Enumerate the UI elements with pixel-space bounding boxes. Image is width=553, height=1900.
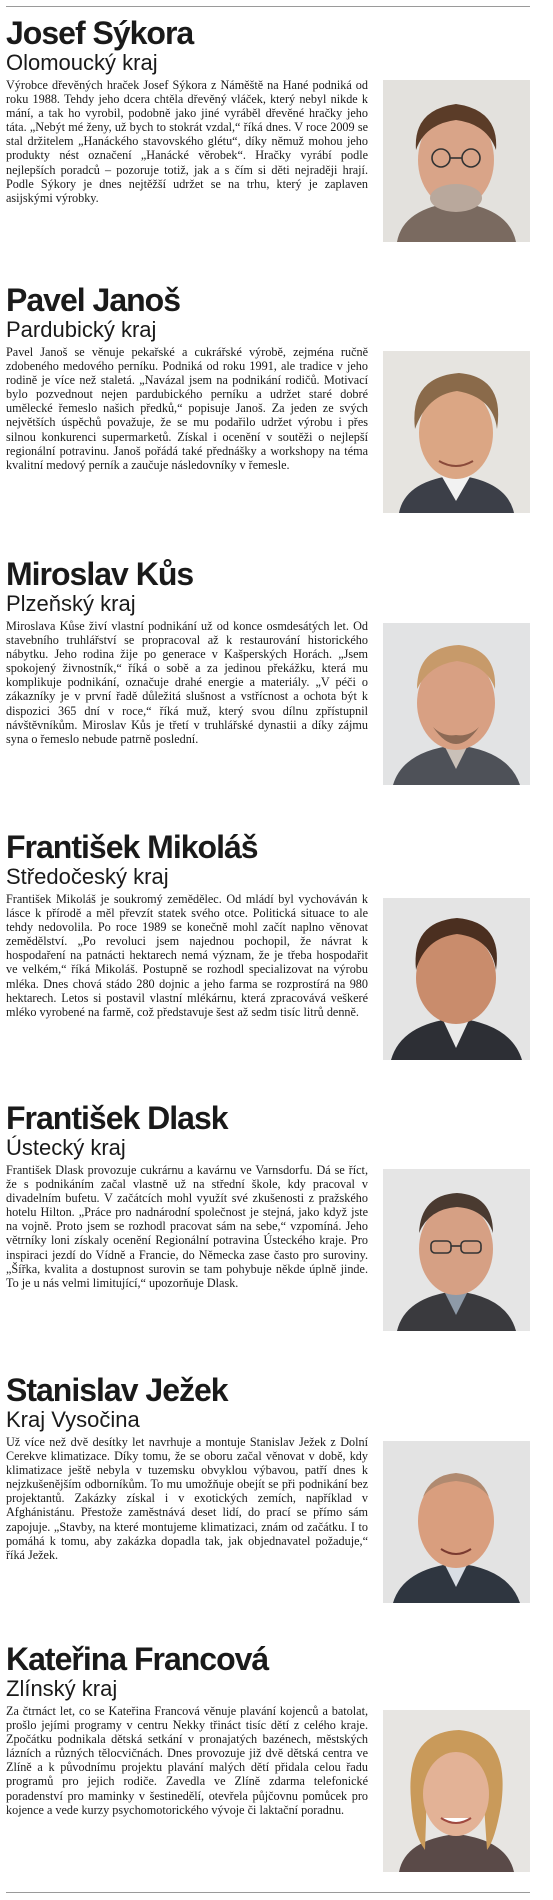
person-name: Kateřina Francová — [6, 1641, 269, 1677]
portrait-photo — [383, 1441, 530, 1603]
region-label: Zlínský kraj — [6, 1676, 118, 1701]
profile-josef-sykora — [6, 16, 530, 205]
portrait-photo — [383, 1169, 530, 1331]
profile-text: Za čtrnáct let, co se Kateřina Francová věnuje plavání kojenců a batolat, prošlo jejími programy v centru Nekky třináct tisíc dětí z celého kraje. Zpočátku podnikala dětská setkání v pronajatých bazénech, městských lázních a různých tělocvičnách. Dnes provozuje již dvě dětská centra ve Zlíně a k původnímu projektu plavání malých dětí přidala celou řadu programů pro jejich rodiče. Zavedla ve Zlíně zdarma telefonické poradenství pro maminky v šestinedělí, otevřela půjčovnu pomůcek pro kojence a vede kurzy psychomotorického vývoje či laktační poradnu. — [6, 1704, 368, 1817]
bottom-rule — [6, 1892, 530, 1893]
region-label: Olomoucký kraj — [6, 50, 158, 75]
portrait-photo — [383, 623, 530, 785]
region-label: Plzeňský kraj — [6, 591, 136, 616]
profile-text: František Dlask provozuje cukrárnu a kavárnu ve Varnsdorfu. Dá se říct, že s podnikáním začal vlastně už na střední škole, kdy pracoval v divadelním bufetu. V začátcích mohl využít své zkušenosti z pražského hotelu Hilton. „Práce pro nadnárodní společnost je stejná, jako když jste na vojně. Proto jsem se rozhodl pracovat sám na sebe,“ vzpomíná. Jeho větrníky loni získaly ocenění Regionální potravina Ústeckého kraje. Pro inspiraci jezdí do Vídně a Francie, do Německa zase často pro suroviny. „Šířka, kvalita a dostupnost surovin se tam pohybuje někde úplně jinde. To je u nás velmi limitující,“ upozorňuje Dlask. — [6, 1163, 368, 1290]
region-label: Pardubický kraj — [6, 317, 157, 342]
profile-text: Miroslava Kůse živí vlastní podnikání už od konce osmdesátých let. Od stavebního truhlářství se propracoval až k restaurování historického nábytku. Jeho rodina žije po generace v Kašperských Horách. „Jsem spokojený živnostník,“ říká o sobě a za jedinou překážku, která mu komplikuje podnikání, označuje drahé energie a materiály. „V péči o zákazníky je v první řadě důležitá slušnost a vstřícnost a ochota být k dispozici 365 dní v roce,“ říká muž, který svou dílnu zpřístupnil návštěvníkům. Miroslav Kůs je třetí v truhlářské dynastii a díky zájmu syna o řemeslo nebude patrně poslední. — [6, 619, 368, 746]
person-name: Miroslav Kůs — [6, 556, 194, 592]
person-name: Stanislav Ježek — [6, 1372, 228, 1408]
region-label: Ústecký kraj — [6, 1135, 126, 1160]
profile-stanislav-jezek — [6, 1373, 530, 1562]
profile-miroslav-kus — [6, 557, 530, 746]
portrait-photo — [383, 1710, 530, 1872]
person-name: František Mikoláš — [6, 829, 258, 865]
portrait-photo — [383, 351, 530, 513]
profile-frantisek-mikolas — [6, 830, 530, 1019]
person-name: Pavel Janoš — [6, 282, 180, 318]
profile-text: Výrobce dřevěných hraček Josef Sýkora z Náměště na Hané podniká od roku 1988. Tehdy jeho dcera chtěla dřevěný vláček, který nebyl nikde k mání, a tak ho vyrobil, podobně jako jiné vyráběl dřevěné hračky jeho táta. „Nebýt mé ženy, už bych to stokrát vzdal,“ říká dnes. V roce 2009 se stal držitelem „Hanáckého stavovského glétu“, díky němuž mohou jeho produkty nést označení „Hanácké věrobek“. Hračky vyrábí podle nejlepších poradců – pozoruje totiž, jak a s čím si děti nejraději hrají. Podle Sýkory je dnes nejtěžší udržet se na trhu, který je zaplaven asijskými výrobky. — [6, 78, 368, 205]
profile-pavel-janos — [6, 283, 530, 472]
top-rule — [6, 6, 530, 7]
region-label: Středočeský kraj — [6, 864, 169, 889]
profile-text: Pavel Janoš se věnuje pekařské a cukrářské výrobě, zejména ručně zdobeného medového perníku. Podniká od roku 1991, ale tradice v jeho rodině je více než staletá. „Navázal jsem na podnikání rodičů. Motivací bylo pozvednout nejen pardubického perníku a udržet staré dobré umělecké řemeslo našich předků,“ popisuje Janoš. Za jeden ze svých největších úspěchů považuje, že se mu podařilo udržet výrobu i přes silnou konkurenci supermarketů. Získal i ocenění v soutěži o nejlepší regionální potravinu. Janoš pořádá také přednášky a workshopy na téma kvalitní medový perník a zaučuje následovníky v řemesle. — [6, 345, 368, 472]
portrait-photo — [383, 898, 530, 1060]
person-name: Josef Sýkora — [6, 15, 194, 51]
profile-text: František Mikoláš je soukromý zemědělec. Od mládí byl vychováván k lásce k přírodě a měl převzít statek svého otce. Politická situace to ale tehdy nedovolila. Po roce 1989 se konečně mohl začít naplno věnovat zemědělství. „Po revoluci jsem najednou pochopil, že návrat k hospodaření na patnácti hektarech nemá význam, že je třeba hospodařit ve velkém,“ říká Mikoláš. Postupně se rozhodl specializovat na výrobu mléka. Dnes chová stádo 280 dojnic a jeho farma se rozprostírá na 980 hektarech. Letos si postavil vlastní mlékárnu, která zpracovává veškeré mléko vyrobené na farmě, což představuje šest až sedm tisíc litrů denně. — [6, 892, 368, 1019]
profile-katerina-francova — [6, 1642, 530, 1817]
profile-text: Už více než dvě desítky let navrhuje a montuje Stanislav Ježek z Dolní Cerekve klimatizace. Díky tomu, že se oboru začal věnovat v době, kdy klimatizace ještě nebyla v tuzemsku obvyklou výbavou, patří dnes k nejzkušenějším odborníkům. To mu umožňuje obejít se při podnikání bez projektantů. Zakázky získal i v exotických zemích, například v Afghánistánu. Přestože zaměstnává deset lidí, do prací se přímo sám zapojuje. „Stavby, na které montujeme klimatizaci, znám od začátku. I to pomáhá k tomu, aby zakázka dopadla tak, jak objednavatel požaduje,“ říká Ježek. — [6, 1435, 368, 1562]
region-label: Kraj Vysočina — [6, 1407, 140, 1432]
profile-frantisek-dlask — [6, 1101, 530, 1290]
portrait-photo — [383, 80, 530, 242]
person-name: František Dlask — [6, 1100, 228, 1136]
